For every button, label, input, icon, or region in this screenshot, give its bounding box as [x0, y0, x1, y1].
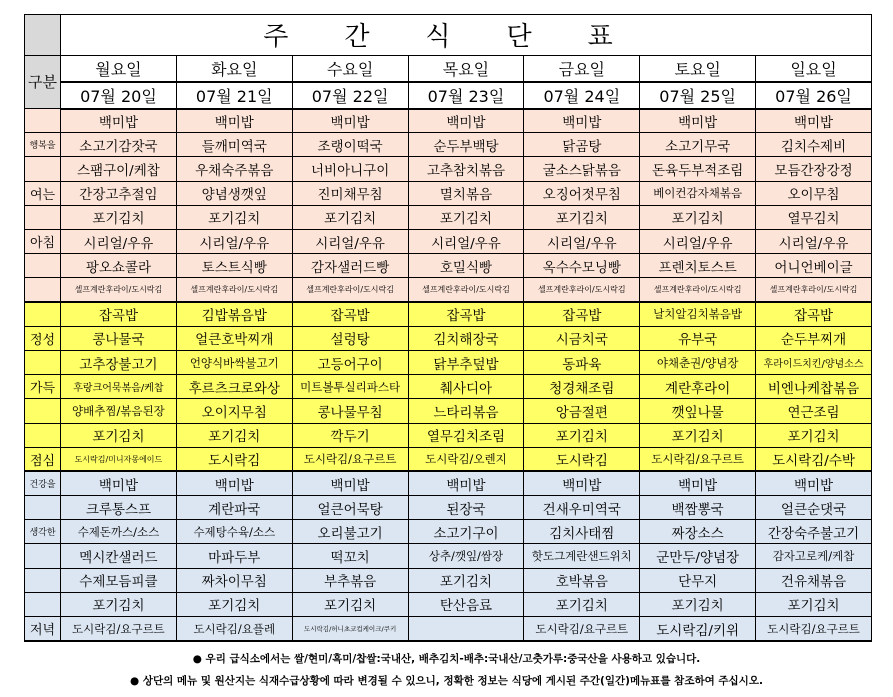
lunch-label-cell	[25, 350, 61, 374]
lunch-menu-item: 동파육	[524, 350, 640, 374]
lunch-menu-item: 도시락김/요구르트	[292, 447, 408, 471]
breakfast-menu-item: 셀프계란후라이/도시락김	[61, 278, 177, 302]
lunch-menu-item: 열무김치조림	[408, 423, 524, 447]
dinner-menu-item: 크루통스프	[61, 496, 177, 520]
lunch-menu-item: 포기김치	[524, 423, 640, 447]
lunch-menu-item: 잡곡밥	[61, 302, 177, 326]
lunch-menu-item: 포기김치	[61, 423, 177, 447]
lunch-menu-item: 비엔나케찹볶음	[756, 375, 872, 399]
lunch-menu-item: 잡곡밥	[756, 302, 872, 326]
dinner-menu-item: 백짬뽕국	[640, 496, 756, 520]
breakfast-menu-item: 간장고추절임	[61, 181, 177, 205]
dinner-menu-item: 백미밥	[176, 471, 292, 495]
lunch-menu-item: 김치해장국	[408, 326, 524, 350]
lunch-menu-item: 미트볼투실리파스타	[292, 375, 408, 399]
dinner-menu-item: 도시락김/요구르트	[524, 617, 640, 641]
day-header: 목요일	[408, 55, 524, 81]
dinner-menu-item: 군만두/양념장	[640, 544, 756, 568]
breakfast-menu-item: 소고기감잣국	[61, 133, 177, 157]
dinner-label-cell: 생각한	[25, 520, 61, 544]
lunch-menu-item: 순두부찌개	[756, 326, 872, 350]
date-header: 07월 20일	[61, 82, 177, 109]
page-title: 주간식단표	[61, 15, 872, 56]
dinner-menu-item: 멕시칸샐러드	[61, 544, 177, 568]
breakfast-menu-item: 백미밥	[640, 109, 756, 133]
breakfast-menu-item: 호밀식빵	[408, 254, 524, 278]
lunch-menu-item: 느타리볶음	[408, 399, 524, 423]
breakfast-menu-item: 조랭이떡국	[292, 133, 408, 157]
dinner-menu-item: 도시락김/요플레	[176, 617, 292, 641]
lunch-menu-item: 도시락김/오렌지	[408, 447, 524, 471]
breakfast-menu-item: 포기김치	[176, 205, 292, 229]
dinner-menu-item: 포기김치	[61, 592, 177, 616]
lunch-menu-item: 후르츠크로와상	[176, 375, 292, 399]
dinner-menu-item: 백미밥	[61, 471, 177, 495]
dinner-menu-item: 짜차이무침	[176, 568, 292, 592]
breakfast-menu-item: 시리얼/우유	[408, 230, 524, 254]
breakfast-menu-item: 백미밥	[292, 109, 408, 133]
breakfast-menu-item: 포기김치	[292, 205, 408, 229]
breakfast-menu-item: 시리얼/우유	[756, 230, 872, 254]
date-header: 07월 21일	[176, 82, 292, 109]
dinner-label-cell	[25, 496, 61, 520]
dinner-menu-item: 포기김치	[176, 592, 292, 616]
dinner-label-cell	[25, 568, 61, 592]
breakfast-menu-item: 시리얼/우유	[176, 230, 292, 254]
breakfast-label-cell	[25, 254, 61, 278]
breakfast-menu-item: 셀프계란후라이/도시락김	[640, 278, 756, 302]
dinner-menu-item: 백미밥	[292, 471, 408, 495]
dinner-menu-item: 호박볶음	[524, 568, 640, 592]
breakfast-menu-item: 시리얼/우유	[524, 230, 640, 254]
lunch-menu-item: 설렁탕	[292, 326, 408, 350]
lunch-menu-item: 유부국	[640, 326, 756, 350]
dinner-menu-item: 얼큰어묵탕	[292, 496, 408, 520]
dinner-menu-item: 된장국	[408, 496, 524, 520]
lunch-menu-item: 잡곡밥	[524, 302, 640, 326]
dinner-label-cell: 건강을	[25, 471, 61, 495]
day-header: 금요일	[524, 55, 640, 81]
dinner-menu-item: 포기김치	[408, 568, 524, 592]
date-header: 07월 26일	[756, 82, 872, 109]
dinner-menu-item: 감자고로케/케찹	[756, 544, 872, 568]
breakfast-menu-item: 백미밥	[176, 109, 292, 133]
lunch-menu-item: 닭부추덮밥	[408, 350, 524, 374]
breakfast-menu-item: 양념생깻잎	[176, 181, 292, 205]
breakfast-label-cell	[25, 205, 61, 229]
breakfast-menu-item: 오이무침	[756, 181, 872, 205]
origin-note: ● 우리 급식소에서는 쌀/현미/흑미/찹쌀:국내산, 배추김치-배추:국내산/고춧가루:중국산을 사용하고 있습니다.	[192, 653, 701, 665]
breakfast-menu-item: 포기김치	[408, 205, 524, 229]
breakfast-menu-item: 팡오쇼콜라	[61, 254, 177, 278]
breakfast-menu-item: 들깨미역국	[176, 133, 292, 157]
breakfast-menu-item: 닭곰탕	[524, 133, 640, 157]
breakfast-menu-item: 프렌치토스트	[640, 254, 756, 278]
date-header: 07월 22일	[292, 82, 408, 109]
breakfast-menu-item: 오징어젓무침	[524, 181, 640, 205]
breakfast-menu-item: 돈육두부적조림	[640, 157, 756, 181]
breakfast-menu-item: 모듬간장강정	[756, 157, 872, 181]
breakfast-menu-item: 셀프계란후라이/도시락김	[408, 278, 524, 302]
lunch-menu-item: 콩나물국	[61, 326, 177, 350]
lunch-menu-item: 날치알김치볶음밥	[640, 302, 756, 326]
dinner-menu-item: 간장숙주불고기	[756, 520, 872, 544]
dinner-menu-item: 부추볶음	[292, 568, 408, 592]
lunch-menu-item: 언양식바싹불고기	[176, 350, 292, 374]
day-header: 토요일	[640, 55, 756, 81]
lunch-menu-item: 고등어구이	[292, 350, 408, 374]
lunch-label-cell: 점심	[25, 447, 61, 471]
lunch-menu-item: 도시락김/요구르트	[640, 447, 756, 471]
lunch-label-cell: 정성	[25, 326, 61, 350]
dinner-menu-item: 도시락김/요구르트	[756, 617, 872, 641]
dinner-menu-item: 백미밥	[756, 471, 872, 495]
breakfast-menu-item: 스팸구이/케찹	[61, 157, 177, 181]
dinner-menu-item: 포기김치	[640, 592, 756, 616]
lunch-menu-item: 후라이드치킨/양념소스	[756, 350, 872, 374]
breakfast-menu-item: 순두부백탕	[408, 133, 524, 157]
dinner-menu-item: 수제돈까스/소스	[61, 520, 177, 544]
breakfast-menu-item: 시리얼/우유	[61, 230, 177, 254]
dinner-menu-item: 떡꼬치	[292, 544, 408, 568]
dinner-menu-item: 김치사태찜	[524, 520, 640, 544]
breakfast-menu-item: 셀프계란후라이/도시락김	[524, 278, 640, 302]
breakfast-menu-item: 김치수제비	[756, 133, 872, 157]
dinner-menu-item: 백미밥	[524, 471, 640, 495]
lunch-menu-item: 시금치국	[524, 326, 640, 350]
breakfast-label-cell	[25, 278, 61, 302]
dinner-menu-item: 핫도그계란샌드위치	[524, 544, 640, 568]
dinner-label-cell	[25, 544, 61, 568]
lunch-menu-item: 잡곡밥	[292, 302, 408, 326]
lunch-menu-item: 오이지무침	[176, 399, 292, 423]
breakfast-menu-item: 진미채무침	[292, 181, 408, 205]
dinner-menu-item: 수제탕수육/소스	[176, 520, 292, 544]
lunch-label-cell: 가득	[25, 375, 61, 399]
lunch-label-cell	[25, 399, 61, 423]
breakfast-menu-item: 백미밥	[756, 109, 872, 133]
corner-cell	[25, 15, 61, 56]
breakfast-menu-item: 소고기무국	[640, 133, 756, 157]
breakfast-menu-item: 너비아니구이	[292, 157, 408, 181]
dinner-menu-item: 백미밥	[640, 471, 756, 495]
breakfast-label-cell	[25, 157, 61, 181]
dinner-menu-item: 마파두부	[176, 544, 292, 568]
dinner-menu-item: 소고기구이	[408, 520, 524, 544]
dinner-menu-item: 상추/깻잎/쌈장	[408, 544, 524, 568]
dinner-menu-item: 계란파국	[176, 496, 292, 520]
lunch-menu-item: 도시락김	[524, 447, 640, 471]
lunch-menu-item: 포기김치	[640, 423, 756, 447]
breakfast-menu-item: 백미밥	[408, 109, 524, 133]
dinner-menu-item: 오리불고기	[292, 520, 408, 544]
date-header: 07월 25일	[640, 82, 756, 109]
dinner-label-cell	[25, 592, 61, 616]
breakfast-label-cell	[25, 109, 61, 133]
breakfast-menu-item: 베이컨감자채볶음	[640, 181, 756, 205]
lunch-menu-item: 야채춘권/양념장	[640, 350, 756, 374]
lunch-menu-item: 깻잎나물	[640, 399, 756, 423]
weekly-menu-table	[24, 14, 872, 642]
lunch-menu-item: 계란후라이	[640, 375, 756, 399]
breakfast-label-cell: 여는	[25, 181, 61, 205]
breakfast-menu-item: 멸치볶음	[408, 181, 524, 205]
dinner-menu-item: 도시락김/요구르트	[61, 617, 177, 641]
breakfast-menu-item: 셀프계란후라이/도시락김	[756, 278, 872, 302]
breakfast-menu-item: 시리얼/우유	[640, 230, 756, 254]
dinner-menu-item: 도시락김/키위	[640, 617, 756, 641]
lunch-menu-item: 얼큰호박찌개	[176, 326, 292, 350]
breakfast-menu-item: 백미밥	[524, 109, 640, 133]
breakfast-menu-item: 셀프계란후라이/도시락김	[292, 278, 408, 302]
dinner-menu-item: 얼큰순댓국	[756, 496, 872, 520]
breakfast-label-cell: 아침	[25, 230, 61, 254]
dinner-menu-item: 포기김치	[292, 592, 408, 616]
dinner-menu-item	[408, 617, 524, 641]
breakfast-menu-item: 포기김치	[640, 205, 756, 229]
dinner-menu-item: 도시락김/허니초코컵케이크/쿠키	[292, 617, 408, 641]
lunch-label-cell	[25, 302, 61, 326]
lunch-menu-item: 도시락김	[176, 447, 292, 471]
breakfast-menu-item: 고추참치볶음	[408, 157, 524, 181]
lunch-menu-item: 잡곡밥	[408, 302, 524, 326]
breakfast-menu-item: 토스트식빵	[176, 254, 292, 278]
lunch-menu-item: 도시락김/수박	[756, 447, 872, 471]
dinner-menu-item: 포기김치	[756, 592, 872, 616]
dinner-label-cell: 저녁	[25, 617, 61, 641]
lunch-menu-item: 김밥볶음밥	[176, 302, 292, 326]
breakfast-menu-item: 굴소스닭볶음	[524, 157, 640, 181]
breakfast-menu-item: 셀프계란후라이/도시락김	[176, 278, 292, 302]
lunch-menu-item: 포기김치	[756, 423, 872, 447]
breakfast-menu-item: 백미밥	[61, 109, 177, 133]
dinner-menu-item: 수제모듬피클	[61, 568, 177, 592]
lunch-menu-item: 췌사디아	[408, 375, 524, 399]
change-note: ● 상단의 메뉴 및 원산지는 식재수급상황에 따라 변경될 수 있으니, 정확한 정보는 식당에 게시된 주간(일간)메뉴표를 참조하여 주십시오.	[130, 675, 763, 687]
lunch-menu-item: 깍두기	[292, 423, 408, 447]
breakfast-menu-item: 포기김치	[524, 205, 640, 229]
lunch-menu-item: 고추장불고기	[61, 350, 177, 374]
breakfast-menu-item: 어니언베이글	[756, 254, 872, 278]
breakfast-menu-item: 포기김치	[61, 205, 177, 229]
dinner-menu-item: 포기김치	[524, 592, 640, 616]
dinner-menu-item: 백미밥	[408, 471, 524, 495]
day-header: 수요일	[292, 55, 408, 81]
breakfast-menu-item: 열무김치	[756, 205, 872, 229]
breakfast-menu-item: 옥수수모닝빵	[524, 254, 640, 278]
dinner-menu-item: 건새우미역국	[524, 496, 640, 520]
lunch-menu-item: 양배추찜/볶음된장	[61, 399, 177, 423]
breakfast-menu-item: 감자샐러드빵	[292, 254, 408, 278]
breakfast-menu-item: 우채숙주볶음	[176, 157, 292, 181]
gubun-label: 구분	[25, 55, 61, 108]
breakfast-label-cell: 행복을	[25, 133, 61, 157]
lunch-menu-item: 콩나물무침	[292, 399, 408, 423]
day-header: 일요일	[756, 55, 872, 81]
lunch-menu-item: 청경채조림	[524, 375, 640, 399]
dinner-menu-item: 탄산음료	[408, 592, 524, 616]
date-header: 07월 24일	[524, 82, 640, 109]
dinner-menu-item: 건유채볶음	[756, 568, 872, 592]
day-header: 화요일	[176, 55, 292, 81]
lunch-label-cell	[25, 423, 61, 447]
breakfast-menu-item: 시리얼/우유	[292, 230, 408, 254]
lunch-menu-item: 후랑크어묵볶음/케찹	[61, 375, 177, 399]
lunch-menu-item: 앙금절편	[524, 399, 640, 423]
dinner-menu-item: 단무지	[640, 568, 756, 592]
lunch-menu-item: 포기김치	[176, 423, 292, 447]
lunch-menu-item: 도시락김/미니자몽에이드	[61, 447, 177, 471]
date-header: 07월 23일	[408, 82, 524, 109]
day-header: 월요일	[61, 55, 177, 81]
dinner-menu-item: 짜장소스	[640, 520, 756, 544]
lunch-menu-item: 연근조림	[756, 399, 872, 423]
